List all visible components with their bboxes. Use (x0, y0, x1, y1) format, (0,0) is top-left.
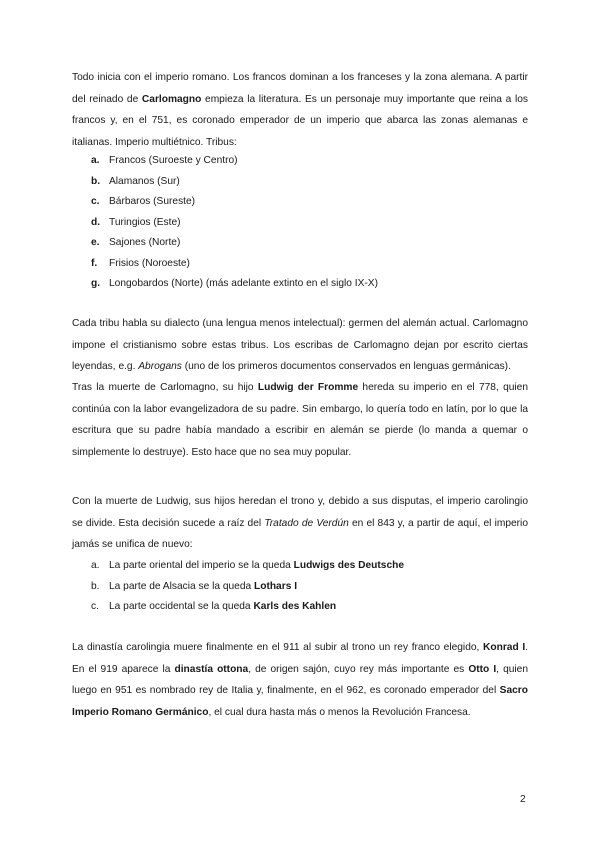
list-item: c. La parte occidental se la queda Karls des Kahlen (91, 601, 337, 612)
list-item: f. Frisios (Noroeste) (91, 257, 190, 269)
paragraph-dialects: Cada tribu habla su dialecto (una lengua menos intelectual): germen del alemán actual. Carlomagno impone el cristianismo sobre estas tribus. Los escribas de Carlomagno dejan por escrito ciertas leyendas, e.g. Abrogans (uno de los primeros documentos conservados en lenguas germánicas). (72, 318, 528, 372)
name-ludwig-der-fromme: Ludwig der Fromme (257, 382, 359, 393)
name-sacro-imperio: Sacro Imperio Romano Germánico (72, 685, 528, 718)
list-item: a. La parte oriental del imperio se la queda Ludwigs des Deutsche (91, 560, 405, 571)
list-item: e. Sajones (Norte) (91, 237, 181, 248)
paragraph-intro: Todo inicia con el imperio romano. Los francos dominan a los franceses y la zona alemana. A partir del reinado de Carlomagno empieza la literatura. Es un personaje muy importante que reina a los francos y, en el 751, es coronado emperador de un imperio que abarca las zonas alemanas e italianas. Imperio multiétnico. Tribus: (72, 72, 528, 148)
division-list (91, 556, 404, 618)
name-konrad-i: Konrad I (483, 642, 526, 653)
list-item: d. Turingios (Este) (91, 216, 181, 228)
title-tratado-de-verdun: Tratado de Verdún (264, 517, 349, 529)
name-otto-i: Otto I (468, 663, 497, 675)
page-number: 2 (520, 794, 526, 805)
list-item: a. Francos (Suroeste y Centro) (91, 155, 238, 166)
paragraph-dynasties: La dinastía carolingia muere finalmente en el 911 al subir al trono un rey franco elegido, Konrad I. En el 919 aparece la dinastía ottona, de origen sajón, cuyo rey más importante es Otto I, quien luego en 951 es nombrado rey de Italia y, finalmente, en el 962, es coronado emperador del Sacro Imperio Romano Germánico, el cual dura hasta más o menos la Revolución Francesa. (72, 642, 529, 718)
list-item: b. La parte de Alsacia se la queda Lothars I (91, 580, 298, 592)
paragraph-ludwig: Tras la muerte de Carlomagno, su hijo Ludwig der Fromme hereda su imperio en el 778, quien continúa con la labor evangelizadora de su padre. Sin embargo, lo quería todo en latín, por lo que la escritura que su padre había mandado a escribir en alemán se pierde (lo manda a quemar o simplemente lo destruye). Esto hace que no sea muy popular. (72, 382, 528, 458)
title-abrogans: Abrogans (138, 361, 182, 372)
list-item: b. Alamanos (Sur) (91, 175, 180, 187)
name-dinastia-ottona: dinastía ottona (174, 663, 249, 675)
name-carlomagno: Carlomagno (141, 93, 202, 105)
list-item: g. Longobardos (Norte) (más adelante extinto en el siglo IX-X) (91, 278, 378, 289)
list-item: c. Bárbaros (Sureste) (91, 196, 196, 207)
paragraph-division: Con la muerte de Ludwig, sus hijos heredan el trono y, debido a sus disputas, el imperio carolingio se divide. Esta decisión sucede a raíz del Tratado de Verdún en el 843 y, a partir de aquí, el imperio jamás se unifica de nuevo: (72, 496, 528, 550)
tribes-list (91, 151, 378, 295)
